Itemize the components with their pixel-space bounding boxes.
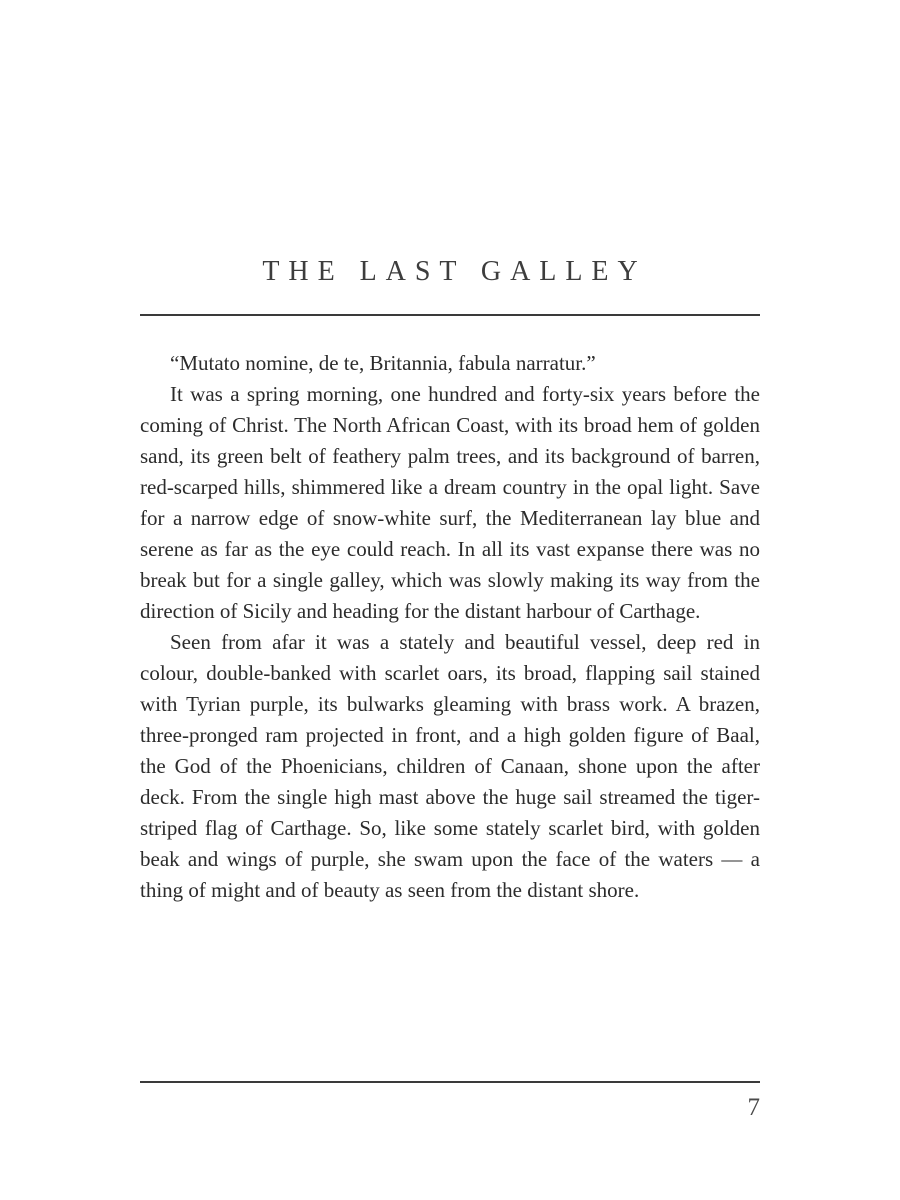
body-paragraph: It was a spring morning, one hundred and forty-six years before the coming of Christ. The North African Coast, with its broad hem of golden sand, its green belt of feathery palm trees, and its background of barren, red-scarped hills, shimmered like a dream country in the opal light. Save for a narrow edge of snow-white surf, the Mediterranean lay blue and serene as far as the eye could reach. In all its vast expanse there was no break but for a single galley, which was slowly making its way from the direction of Sicily and heading for the distant harbour of Carthage.: [140, 382, 760, 623]
title-divider-rule: [140, 314, 760, 316]
page-content-area: [140, 0, 760, 906]
body-paragraph: Seen from afar it was a stately and beautiful vessel, deep red in colour, double-banked with scarlet oars, its broad, flapping sail stained with Tyrian purple, its bulwarks gleaming with brass work. A brazen, three-pronged ram projected in front, and a high golden figure of Baal, the God of the Phoenicians, children of Canaan, shone upon the after deck. From the single high mast above the huge sail streamed the tiger-striped flag of Carthage. So, like some stately scarlet bird, with golden beak and wings of purple, she swam upon the face of the waters — a thing of might and of beauty as seen from the distant shore.: [140, 630, 760, 902]
epigraph-paragraph: “Mutato nomine, de te, Britannia, fabula narratur.”: [170, 351, 596, 375]
chapter-title: THE LAST GALLEY: [262, 256, 647, 287]
page-number: 7: [747, 1094, 760, 1121]
body-text: [140, 348, 760, 906]
footer-divider-rule: [140, 1081, 760, 1083]
